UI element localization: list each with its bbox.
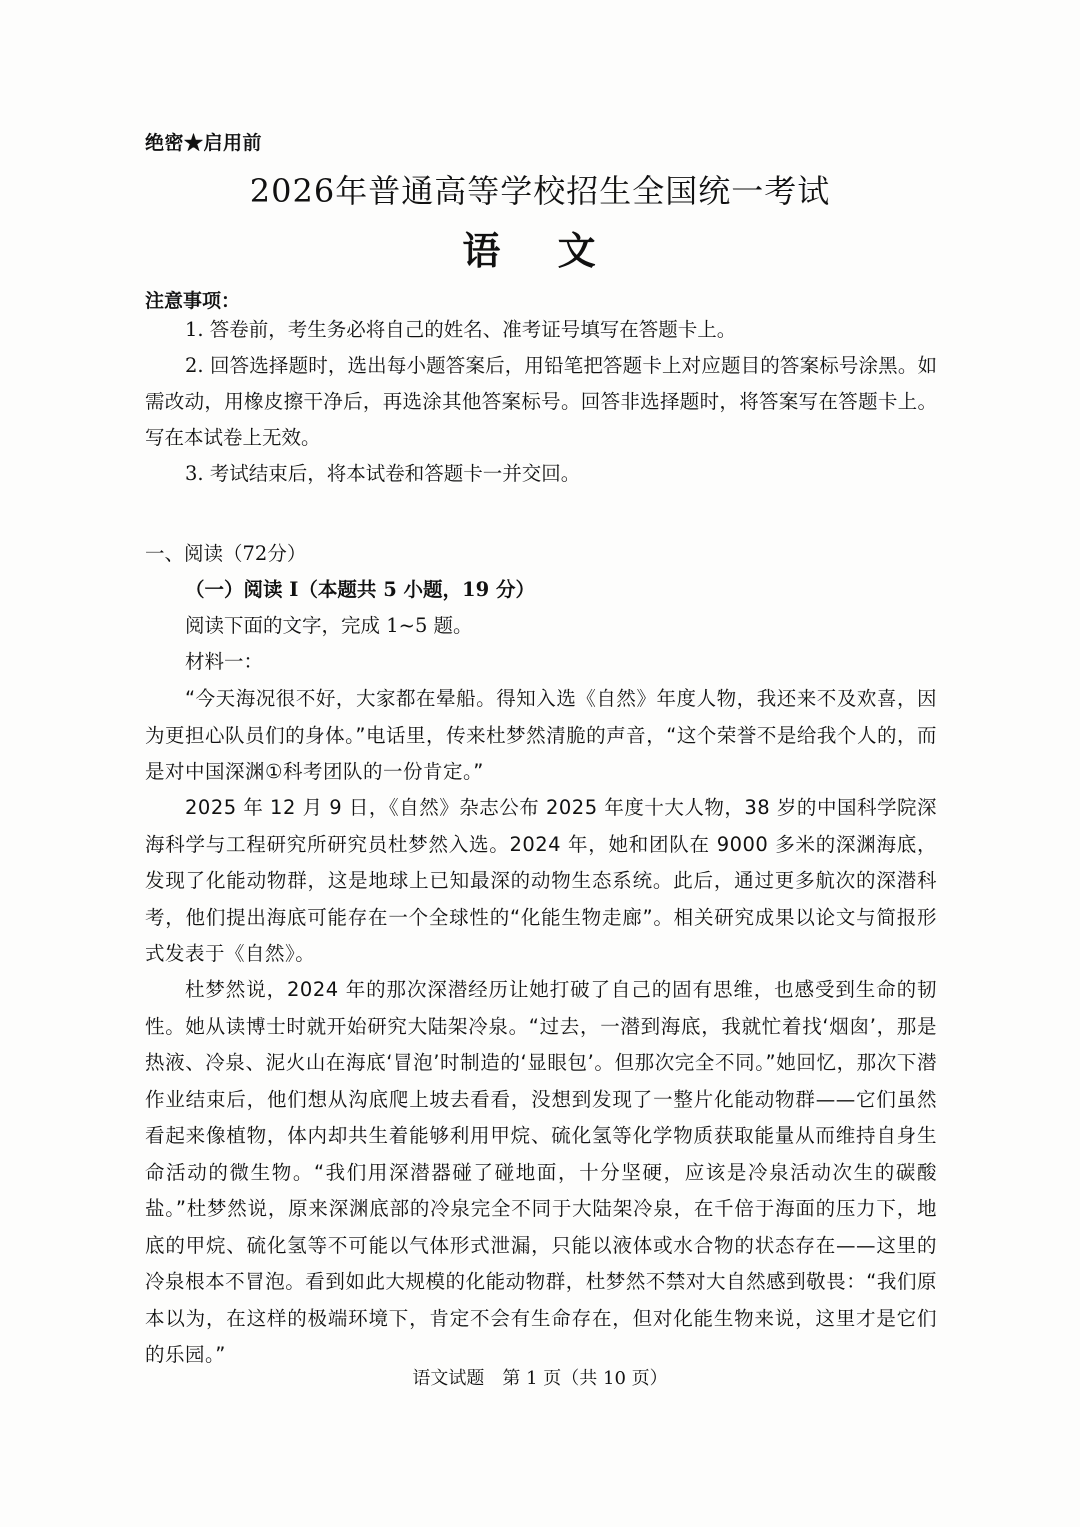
note-item-2: 2. 回答选择题时，选出每小题答案后，用铅笔把答题卡上对应题目的答案标号涂黑。如需改动，用橡皮擦干净后，再选涂其他答案标号。回答非选择题时，将答案写在答题卡上。写在本试卷上无效。	[145, 354, 937, 449]
reading-instruction: 阅读下面的文字，完成 1~5 题。	[185, 614, 473, 637]
exam-title: 2026年普通高等学校招生全国统一考试	[249, 172, 831, 210]
material-paragraph-1: “今天海况很不好，大家都在晕船。得知入选《自然》年度人物，我还来不及欢喜，因为更担心队员们的身体。”电话里，传来杜梦然清脆的声音，“这个荣誉不是给我个人的，而是对中国深渊①科考团队的一份肯定。”	[145, 687, 937, 783]
reading-sub-heading: （一）阅读 I（本题共 5 小题，19 分）	[185, 578, 535, 601]
notes-heading: 注意事项：	[145, 290, 241, 312]
material-paragraph-3: 杜梦然说，2024 年的那次深潜经历让她打破了自己的固有思维，也感受到生命的韧性。她从读博士时就开始研究大陆架冷泉。“过去，一潜到海底，我就忙着找‘烟囱’，那是热液、冷泉、泥火山在海底‘冒泡’时制造的‘显眼包’。但那次完全不同。”她回忆，那次下潜作业结束后，他们想从沟底爬上坡去看看，没想到发现了一整片化能动物群——它们虽然看起来像植物，体内却共生着能够利用甲烷、硫化氢等化学物质获取能量从而维持自身生命活动的微生物。“我们用深潜器碰了碰地面，十分坚硬，应该是冷泉活动次生的碳酸盐。”杜梦然说，原来深渊底部的冷泉完全不同于大陆架冷泉，在千倍于海面的压力下，地底的甲烷、硫化氢等不可能以气体形式泄漏，只能以液体或水合物的状态存在——这里的冷泉根本不冒泡。看到如此大规模的化能动物群，杜梦然不禁对大自然感到敬畏：“我们原本以为，在这样的极端环境下，肯定不会有生命存在，但对化能生物来说，这里才是它们的乐园。”	[145, 978, 937, 1366]
subject-title: 语 文	[462, 228, 618, 273]
confidential-label: 绝密★启用前	[145, 132, 263, 154]
page-footer: 语文试题 第 1 页（共 10 页）	[412, 1368, 668, 1389]
note-item-1: 1. 答卷前，考生务必将自己的姓名、准考证号填写在答题卡上。	[185, 318, 737, 341]
material-label: 材料一：	[185, 650, 264, 673]
section-heading: 一、阅读（72分）	[145, 542, 307, 565]
note-item-3: 3. 考试结束后，将本试卷和答题卡一并交回。	[185, 462, 581, 485]
material-paragraph-2: 2025 年 12 月 9 日，《自然》杂志公布 2025 年度十大人物，38 岁的中国科学院深海科学与工程研究所研究员杜梦然入选。2024 年，她和团队在 9000 多米的深渊海底，发现了化能动物群，这是地球上已知最深的动物生态系统。此后，通过更多航次的深潜科考，他们提出海底可能存在一个全球性的“化能生物走廊”。相关研究成果以论文与简报形式发表于《自然》。	[145, 796, 937, 965]
